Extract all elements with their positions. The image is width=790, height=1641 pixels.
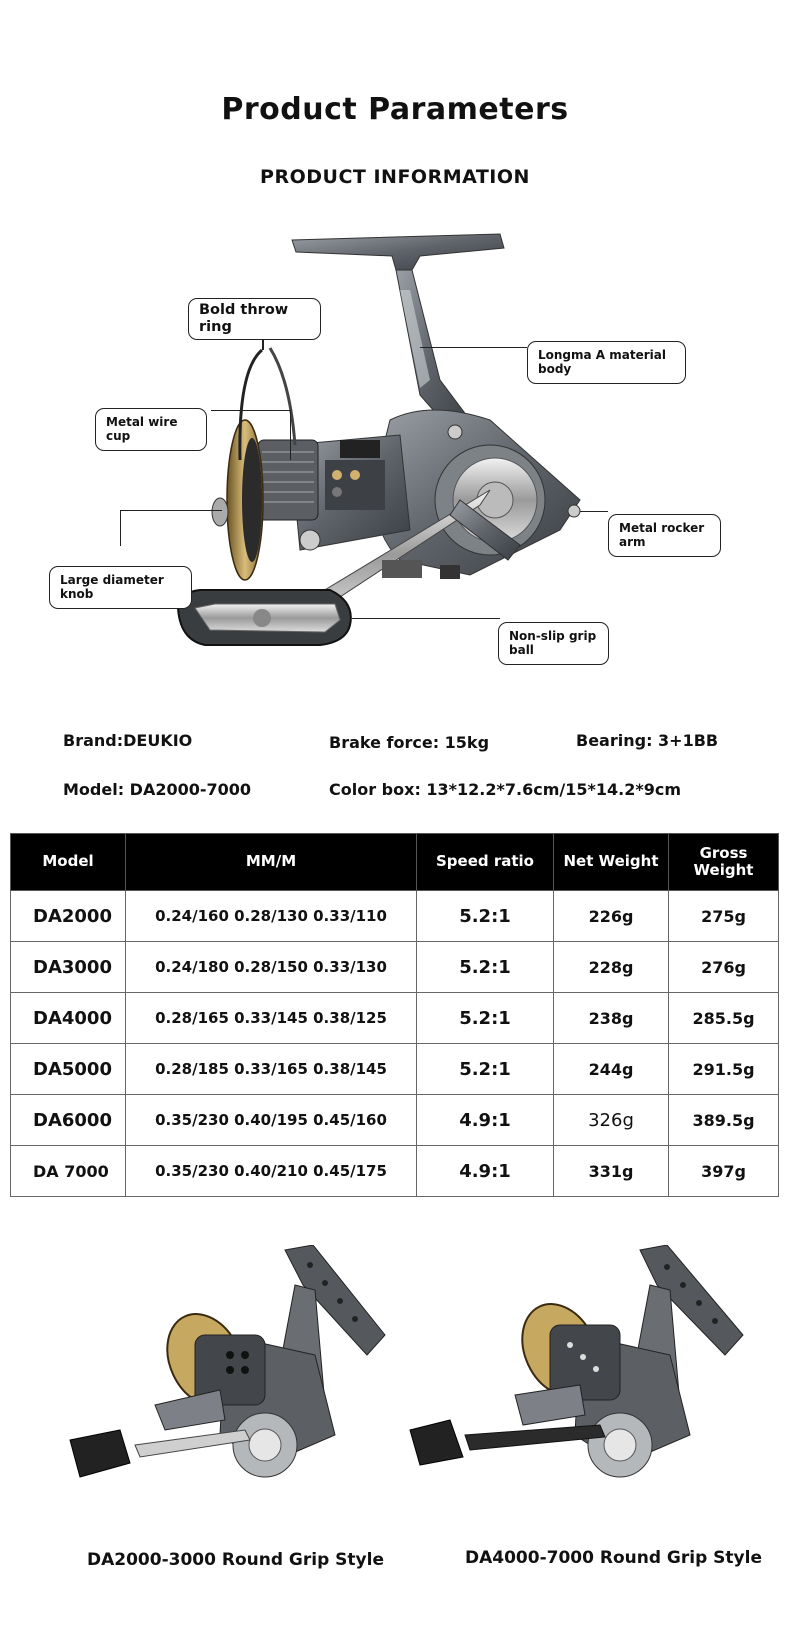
cell-mm: 0.35/230 0.40/195 0.45/160	[126, 1095, 417, 1146]
leader-knob-v	[120, 510, 121, 546]
cell-gross-weight: 275g	[669, 891, 779, 942]
table-row	[11, 993, 779, 1044]
header-gross-weight: Gross Weight	[669, 834, 779, 891]
cell-net-weight: 331g	[554, 1146, 669, 1197]
spec-brake-force: Brake force: 15kg	[329, 733, 490, 752]
table-row	[11, 891, 779, 942]
table-row	[11, 1095, 779, 1146]
cell-gross-weight: 285.5g	[669, 993, 779, 1044]
cell-gross-weight: 276g	[669, 942, 779, 993]
table-row	[11, 1146, 779, 1197]
callout-metal-wire-cup: Metal wire cup	[95, 408, 207, 451]
caption-large-grip: DA4000-7000 Round Grip Style	[465, 1548, 762, 1568]
cell-mm: 0.35/230 0.40/210 0.45/175	[126, 1146, 417, 1197]
reel-diagram	[0, 230, 790, 690]
cell-net-weight: 226g	[554, 891, 669, 942]
reel-large-illustration	[405, 1245, 765, 1535]
cell-model: DA4000	[11, 993, 126, 1044]
leader-rocker-arm	[580, 511, 608, 512]
table-row	[11, 1044, 779, 1095]
header-model: Model	[11, 834, 126, 891]
caption-small-grip: DA2000-3000 Round Grip Style	[87, 1550, 384, 1570]
leader-wire-cup-v	[290, 410, 291, 460]
cell-mm: 0.24/160 0.28/130 0.33/110	[126, 891, 417, 942]
page-title: Product Parameters	[221, 92, 569, 127]
cell-net-weight: 238g	[554, 993, 669, 1044]
leader-grip	[352, 618, 500, 619]
spinning-reel-illustration	[0, 230, 790, 690]
callout-large-knob: Large diameter knob	[49, 566, 192, 609]
cell-ratio: 5.2:1	[417, 993, 554, 1044]
cell-model: DA3000	[11, 942, 126, 993]
header-net-weight: Net Weight	[554, 834, 669, 891]
callout-non-slip-grip: Non-slip grip ball	[498, 622, 609, 665]
reel-image-small-grip	[45, 1245, 405, 1535]
callout-bold-throw-ring: Bold throw ring	[188, 298, 321, 340]
leader-body	[420, 347, 527, 348]
cell-net-weight: 228g	[554, 942, 669, 993]
cell-model: DA 7000	[11, 1146, 126, 1197]
cell-gross-weight: 389.5g	[669, 1095, 779, 1146]
callout-longma-body: Longma A material body	[527, 341, 686, 384]
spec-color-box: Color box: 13*12.2*7.6cm/15*14.2*9cm	[329, 780, 681, 799]
cell-ratio: 4.9:1	[417, 1095, 554, 1146]
cell-net-weight: 244g	[554, 1044, 669, 1095]
cell-ratio: 4.9:1	[417, 1146, 554, 1197]
cell-mm: 0.28/185 0.33/165 0.38/145	[126, 1044, 417, 1095]
reel-image-large-grip	[405, 1245, 765, 1535]
table-header-row	[11, 834, 779, 891]
cell-gross-weight: 291.5g	[669, 1044, 779, 1095]
cell-model: DA5000	[11, 1044, 126, 1095]
cell-net-weight: 326g	[554, 1095, 669, 1146]
cell-model: DA6000	[11, 1095, 126, 1146]
callout-metal-rocker-arm: Metal rocker arm	[608, 514, 721, 557]
page-subtitle: PRODUCT INFORMATION	[260, 166, 530, 188]
leader-knob-h	[120, 510, 222, 511]
parameters-table	[10, 833, 779, 1197]
leader-wire-cup	[211, 410, 291, 411]
cell-ratio: 5.2:1	[417, 942, 554, 993]
reel-small-illustration	[45, 1245, 405, 1535]
spec-bearing: Bearing: 3+1BB	[576, 731, 719, 750]
table-row	[11, 942, 779, 993]
cell-model: DA2000	[11, 891, 126, 942]
header-mm: MM/M	[126, 834, 417, 891]
spec-model: Model: DA2000-7000	[63, 780, 252, 799]
cell-ratio: 5.2:1	[417, 1044, 554, 1095]
cell-gross-weight: 397g	[669, 1146, 779, 1197]
header-speed-ratio: Speed ratio	[417, 834, 554, 891]
cell-mm: 0.28/165 0.33/145 0.38/125	[126, 993, 417, 1044]
cell-mm: 0.24/180 0.28/150 0.33/130	[126, 942, 417, 993]
cell-ratio: 5.2:1	[417, 891, 554, 942]
spec-brand: Brand:DEUKIO	[63, 731, 193, 750]
